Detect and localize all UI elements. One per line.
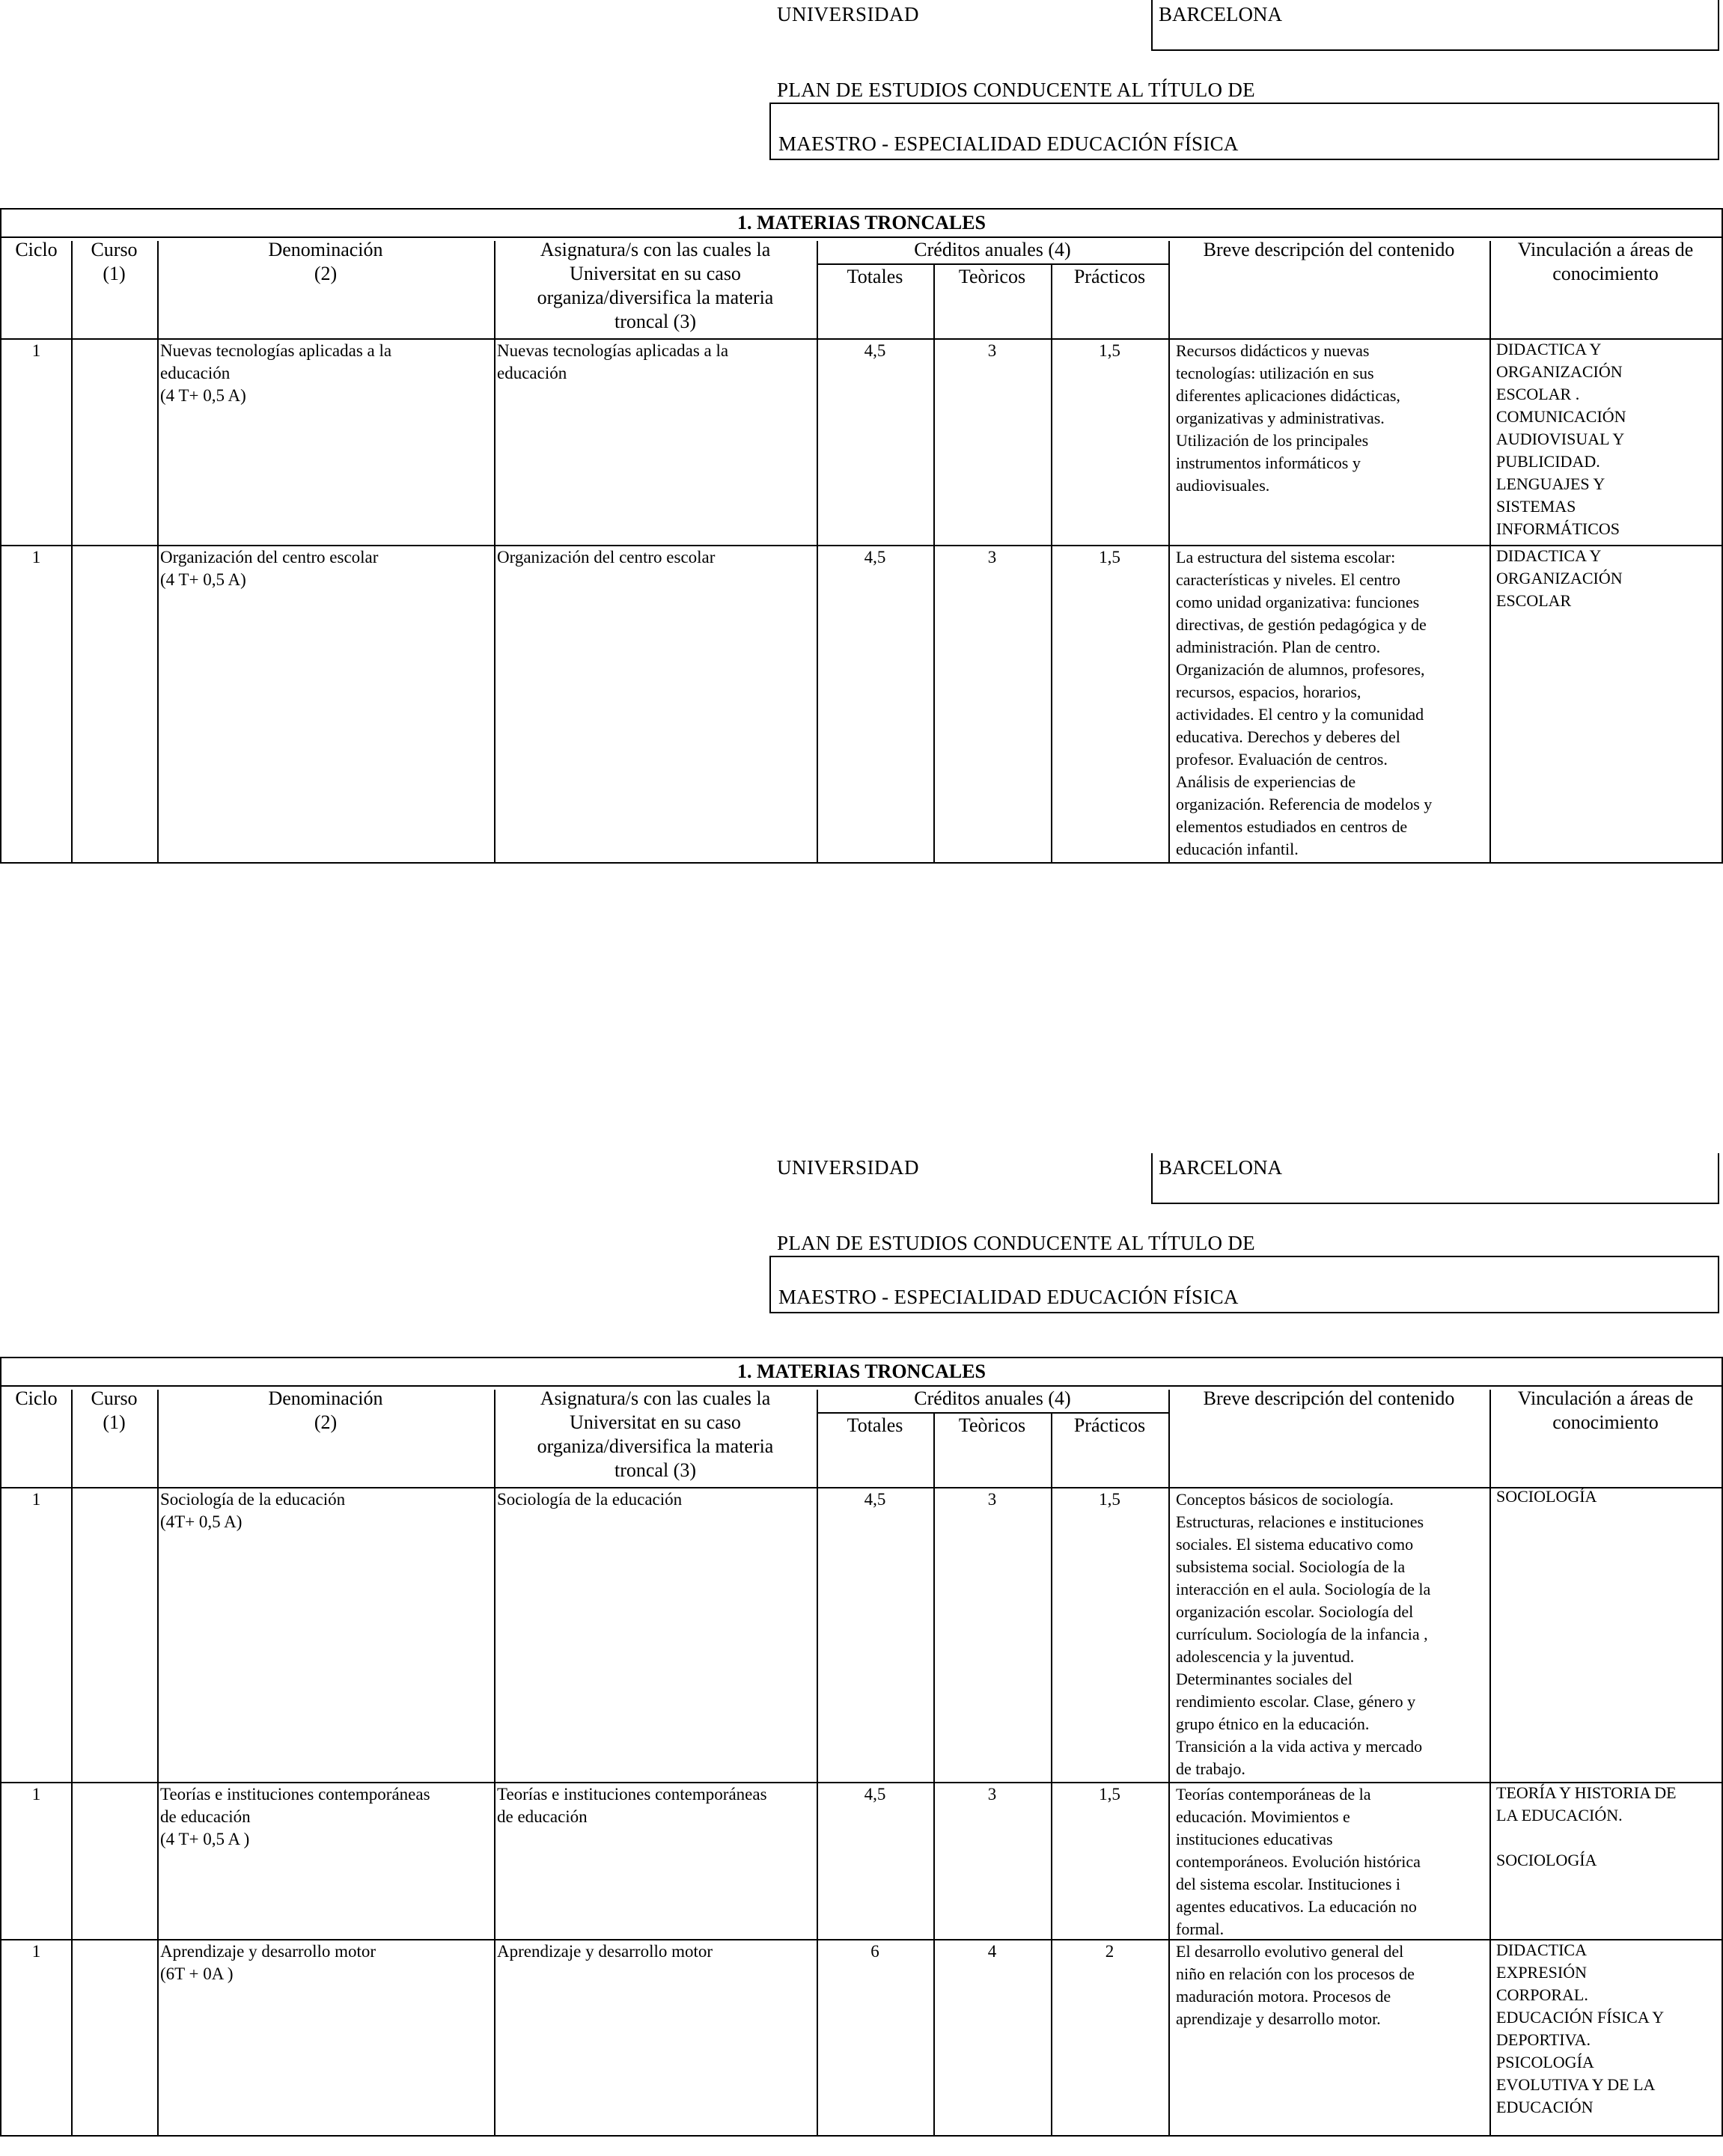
row2-ciclo: 1 (31, 1785, 41, 1804)
col-header-curso: Curso (1) (91, 1387, 138, 1433)
university-label: UNIVERSIDAD (777, 1156, 919, 1179)
col-divider (1051, 1412, 1052, 2135)
university-value: BARCELONA (1159, 3, 1283, 25)
col-divider (1489, 241, 1491, 862)
row3-practicos: 2 (1105, 1942, 1114, 1961)
row1-teoricos: 3 (987, 1490, 997, 1509)
row2-descripcion: Teorías contemporáneas de la educación. Movimientos e instituciones educativas contemporáneos. Evolución histórica del sistema escolar. Instituciones i agentes educativos. La educación no formal. (1176, 1785, 1421, 1938)
row2-denominacion: Teorías e instituciones contemporáneas de educación (4 T+ 0,5 A ) (160, 1785, 430, 1848)
row1-denominacion: Nuevas tecnologías aplicadas a la educación (4 T+ 0,5 A) (160, 341, 392, 405)
col-header-practicos: Prácticos (1073, 1414, 1146, 1436)
row2-practicos: 1,5 (1099, 548, 1120, 567)
materias-troncales-table (0, 208, 1723, 864)
row2-vinculacion: DIDACTICA Y ORGANIZACIÓN ESCOLAR (1496, 546, 1623, 610)
col-divider (71, 1390, 73, 2135)
col-divider (157, 241, 159, 862)
col-divider (494, 241, 495, 862)
row2-asignatura: Organización del centro escolar (497, 548, 716, 567)
university-field (1151, 1153, 1719, 1204)
col-divider (494, 1390, 495, 2135)
row3-teoricos: 4 (987, 1942, 997, 1961)
col-header-descripcion: Breve descripción del contenido (1203, 239, 1455, 260)
col-header-ciclo: Ciclo (15, 239, 58, 260)
row3-totales: 6 (870, 1942, 879, 1961)
col-header-totales: Totales (847, 1414, 903, 1436)
row1-vinculacion: SOCIOLOGÍA (1496, 1487, 1597, 1506)
col-header-asignaturas: Asignatura/s con las cuales la Universitat en su caso organiza/diversifica la materia troncal (3) (537, 239, 774, 332)
row1-ciclo: 1 (31, 1490, 41, 1509)
row1-teoricos: 3 (987, 341, 997, 360)
col-header-totales: Totales (847, 266, 903, 287)
plan-label: PLAN DE ESTUDIOS CONDUCENTE AL TÍTULO DE (777, 79, 1255, 101)
row2-teoricos: 3 (987, 548, 997, 567)
degree-title: MAESTRO - ESPECIALIDAD EDUCACIÓN FÍSICA (778, 132, 1239, 155)
page-1 (0, 0, 1723, 1003)
row2-asignatura: Teorías e instituciones contemporáneas de educación (497, 1785, 767, 1826)
col-divider (71, 241, 73, 862)
row2-totales: 4,5 (864, 548, 886, 567)
row2-denominacion: Organización del centro escolar (4 T+ 0,5 A) (160, 548, 379, 589)
col-divider (157, 1390, 159, 2135)
col-header-denominacion: Denominación (2) (268, 1387, 383, 1433)
col-header-teoricos: Teòricos (958, 1414, 1026, 1436)
row2-ciclo: 1 (31, 548, 41, 567)
col-header-descripcion: Breve descripción del contenido (1203, 1387, 1455, 1409)
row2-teoricos: 3 (987, 1785, 997, 1804)
col-header-ciclo: Ciclo (15, 1387, 58, 1409)
col-header-vinculacion: Vinculación a áreas de conocimiento (1517, 239, 1694, 284)
page-2 (0, 1153, 1723, 2156)
col-header-teoricos: Teòricos (958, 266, 1026, 287)
university-value: BARCELONA (1159, 1156, 1283, 1179)
col-header-asignaturas: Asignatura/s con las cuales la Universitat en su caso organiza/diversifica la materia troncal (3) (537, 1387, 774, 1481)
materias-troncales-table (0, 1357, 1723, 2137)
row1-descripcion: Conceptos básicos de sociología. Estructuras, relaciones e instituciones sociales. El sistema educativo como subsistema social. Sociología de la interacción en el aula. Sociología de la organización escolar. Sociología del currículum. Sociología de la infancia , adolescencia y la juventud. Determinantes sociales del rendimiento escolar. Clase, género y grupo étnico en la educación. Transición a la vida activa y mercado de trabajo. (1176, 1490, 1431, 1778)
row2-totales: 4,5 (864, 1785, 886, 1804)
row1-ciclo: 1 (31, 341, 41, 360)
row3-denominacion: Aprendizaje y desarrollo motor (6T + 0A ) (160, 1942, 376, 1983)
university-field (1151, 0, 1719, 51)
row1-asignatura: Sociología de la educación (497, 1490, 683, 1509)
row1-asignatura: Nuevas tecnologías aplicadas a la educación (497, 341, 729, 382)
degree-title-field (769, 1256, 1719, 1313)
col-divider (1489, 1390, 1491, 2135)
col-header-curso: Curso (1) (91, 239, 138, 284)
row3-asignatura: Aprendizaje y desarrollo motor (497, 1942, 713, 1961)
degree-title: MAESTRO - ESPECIALIDAD EDUCACIÓN FÍSICA (778, 1286, 1239, 1308)
row1-descripcion: Recursos didácticos y nuevas tecnologías: utilización en sus diferentes aplicaciones didácticas, organizativas y administrativas. Utilización de los principales instrumentos informáticos y audiovisuales. (1176, 341, 1400, 495)
col-header-practicos: Prácticos (1073, 266, 1146, 287)
table-title: 1. MATERIAS TRONCALES (737, 1361, 986, 1382)
plan-label: PLAN DE ESTUDIOS CONDUCENTE AL TÍTULO DE (777, 1232, 1255, 1254)
col-header-denominacion: Denominación (2) (268, 239, 383, 284)
row1-totales: 4,5 (864, 1490, 886, 1509)
row1-vinculacion: DIDACTICA Y ORGANIZACIÓN ESCOLAR . COMUNICACIÓN AUDIOVISUAL Y PUBLICIDAD. LENGUAJES Y SISTEMAS INFORMÁTICOS (1496, 340, 1626, 538)
col-header-vinculacion: Vinculación a áreas de conocimiento (1517, 1387, 1694, 1433)
row1-practicos: 1,5 (1099, 341, 1120, 360)
row3-vinculacion: DIDACTICA EXPRESIÓN CORPORAL. EDUCACIÓN FÍSICA Y DEPORTIVA. PSICOLOGÍA EVOLUTIVA Y DE LA EDUCACIÓN (1496, 1940, 1665, 2116)
row1-denominacion: Sociología de la educación (4T+ 0,5 A) (160, 1490, 346, 1531)
col-divider (1168, 1390, 1170, 2135)
row2-practicos: 1,5 (1099, 1785, 1120, 1804)
col-header-creditos: Créditos anuales (4) (914, 239, 1071, 260)
degree-title-field (769, 103, 1719, 160)
row2-vinculacion: TEORÍA Y HISTORIA DE LA EDUCACIÓN. SOCIOLOGÍA (1496, 1783, 1677, 1869)
row2-descripcion: La estructura del sistema escolar: características y niveles. El centro como unidad organizativa: funciones directivas, de gestión pedagógica y de administración. Plan de centro. Organización de alumnos, profesores, recursos, espacios, horarios, actividades. El centro y la comunidad educativa. Derechos y deberes del profesor. Evaluación de centros. Análisis de experiencias de organización. Referencia de modelos y elementos estudiados en centros de educación infantil. (1176, 548, 1433, 858)
table-title: 1. MATERIAS TRONCALES (737, 212, 986, 233)
row1-totales: 4,5 (864, 341, 886, 360)
row3-ciclo: 1 (31, 1942, 41, 1961)
university-label: UNIVERSIDAD (777, 3, 919, 25)
col-header-creditos: Créditos anuales (4) (914, 1387, 1071, 1409)
row1-practicos: 1,5 (1099, 1490, 1120, 1509)
row3-descripcion: El desarrollo evolutivo general del niño en relación con los procesos de maduración motora. Procesos de aprendizaje y desarrollo motor. (1176, 1942, 1415, 2028)
col-divider (933, 1412, 935, 2135)
col-divider (1168, 241, 1170, 862)
